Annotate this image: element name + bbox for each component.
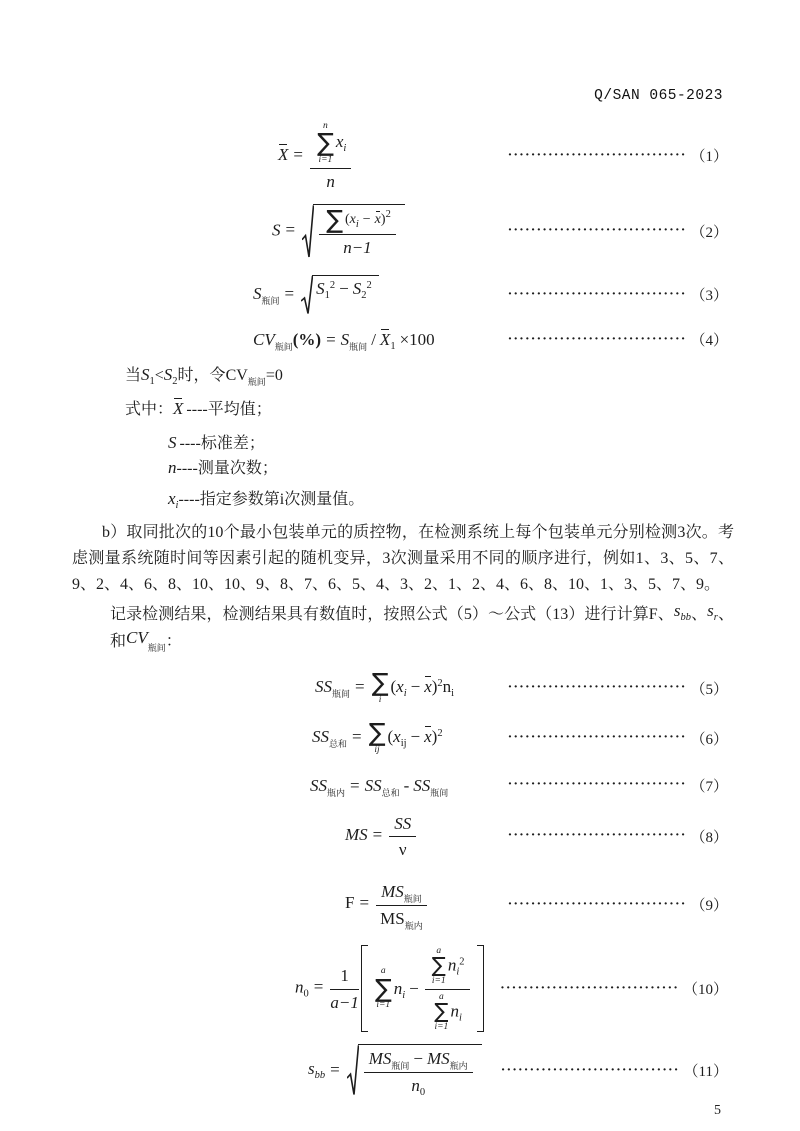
numerator (364, 1047, 473, 1072)
divide-slash: / (371, 329, 376, 349)
subscript-i: i (403, 688, 407, 700)
sigma-icon: ∑ (368, 718, 386, 748)
where-line (125, 398, 800, 421)
left-bracket-icon (361, 945, 368, 1033)
formula-6 (312, 718, 443, 756)
definition: 测量次数； (197, 460, 278, 478)
sum-upper-limit: a (380, 966, 386, 977)
dot-leader-4 (508, 329, 728, 350)
sum-operator (326, 204, 343, 234)
sum-lower-limit: ij (374, 745, 380, 756)
paren-close: ) (431, 727, 438, 747)
var-MS: MS (368, 1049, 392, 1069)
minus-sign: - (403, 775, 410, 795)
formula-4 (253, 329, 439, 350)
dot-leader-6 (508, 728, 728, 749)
equation-number-10: （10） (682, 982, 728, 999)
dot-leader-3 (508, 284, 728, 305)
var-xbar: X (173, 399, 184, 419)
var-xbar: X (379, 329, 391, 349)
var-S1: S (316, 278, 325, 298)
subscript-zonghe: 总和 (381, 787, 400, 798)
sum-operator (371, 668, 389, 705)
definition: 指定参数第i次测量值。 (199, 491, 365, 509)
var-F: F (345, 893, 355, 913)
numerator (425, 945, 470, 990)
minus-sign: − (410, 677, 421, 697)
formula-11 (308, 1044, 484, 1097)
percent-label: (%) (292, 329, 322, 349)
formula-row-5 (0, 668, 800, 705)
radicand (313, 204, 405, 259)
var-MS: MS (345, 824, 368, 844)
subscript-pingnei: 瓶内 (449, 1061, 468, 1072)
equals-sign: = (284, 283, 295, 303)
equation-number-11: （11） (683, 1064, 728, 1081)
leader-dots: ······························· (500, 1062, 680, 1078)
equation-number-3: （3） (690, 288, 728, 305)
var-n: n (447, 955, 457, 975)
leader-dots: ······························· (507, 286, 687, 302)
paren-open: ( (344, 211, 350, 227)
paragraph-b: b）取同批次的10个最小包装单元的质控物，在检测系统上每个包装单元分别检测3次。考虑测量系统随时间等因素引起的随机变异，3次测量采用不同的顺序进行，例如1、3、5、7、9、2、4、6、8、10、10、9、8、7、6、5、4、3、2、1、2、4、6、8、10、1、3、5、7、9。 (72, 524, 734, 594)
formula-9 (345, 880, 429, 929)
var-S1: S (141, 365, 150, 385)
sum-lower-limit: i=1 (434, 1021, 449, 1032)
denominator (376, 906, 427, 929)
equation-number-6: （6） (690, 731, 728, 748)
superscript-2: 2 (329, 279, 336, 291)
var-sr: s (707, 601, 714, 621)
paren-open: ( (387, 727, 394, 747)
denominator (364, 1073, 473, 1096)
formula-7 (310, 775, 448, 796)
numerator (376, 880, 427, 905)
var-MS: MS (381, 882, 404, 902)
dot-leader-9 (508, 894, 728, 915)
equals-sign: = (285, 220, 296, 240)
subscript-i: i (175, 500, 179, 512)
subscript-1: 1 (149, 376, 155, 388)
subscript-i: i (402, 989, 406, 1001)
sigma-icon: ∑ (326, 204, 343, 234)
var-CV: CV (126, 628, 148, 648)
square-root (301, 275, 379, 315)
sigma-icon: ∑ (371, 668, 389, 698)
var-MS: MS (380, 908, 405, 928)
var-S: S (253, 283, 262, 303)
sum-upper-limit: a (436, 945, 442, 956)
sum-upper-limit: n (323, 121, 328, 131)
dot-leader-11 (501, 1060, 728, 1081)
text: 当 (125, 367, 142, 385)
superscript-2: 2 (459, 956, 465, 968)
sum-operator (375, 966, 392, 1011)
dot-leader-5 (508, 678, 728, 699)
definition-s (168, 432, 800, 455)
term-ni (394, 978, 405, 999)
denominator: ν (398, 840, 407, 859)
var-n: n (168, 458, 177, 478)
equals-sign: = (330, 1059, 340, 1079)
dashes: ---- (186, 401, 208, 419)
sigma-icon: ∑ (434, 999, 449, 1023)
where-label: 式中： (125, 401, 174, 419)
equation-number-9: （9） (690, 898, 728, 914)
var-S: S (340, 329, 350, 349)
var-MS: MS (427, 1049, 450, 1069)
fraction (364, 1047, 473, 1096)
leader-dots: ······························· (507, 680, 687, 696)
formula-2 (272, 204, 407, 259)
formula-row-3 (0, 275, 800, 315)
superscript-2: 2 (366, 279, 372, 291)
equals-sign: = (293, 144, 303, 164)
subscript-pingnei: 瓶内 (327, 787, 346, 798)
formula-row-2 (0, 204, 800, 259)
subscript-bb: bb (314, 1070, 326, 1082)
var-CV: CV (225, 367, 248, 385)
var-xbar: X (278, 144, 289, 164)
inner-fraction (425, 945, 470, 1033)
var-CV: CV (253, 329, 275, 349)
leader-dots: ······························· (507, 896, 687, 912)
subscript-i: i (355, 218, 359, 230)
definition: 标准差； (200, 435, 265, 453)
subscript-2: 2 (172, 376, 178, 388)
subscript-2: 2 (361, 289, 367, 301)
condition-line (125, 364, 800, 387)
var-S2: S (352, 278, 362, 298)
subscript-i: i (458, 1011, 462, 1023)
formula-10 (295, 945, 484, 1033)
fraction (389, 812, 416, 861)
var-SS: SS (312, 727, 329, 747)
fraction (330, 964, 358, 1013)
leader-dots: ······························· (507, 331, 687, 347)
numerator: 1 (330, 964, 358, 989)
var-xi: x (168, 489, 176, 509)
text: 记录检测结果，检测结果具有数值时，按照公式（5）～公式（13）进行计算F、 (110, 606, 674, 624)
equals-sign: = (326, 329, 336, 349)
fraction (376, 880, 427, 929)
bracket-group (361, 945, 484, 1033)
equals-sign: = (352, 727, 362, 747)
leader-dots: ······························· (507, 828, 687, 843)
subscript-0: 0 (303, 988, 309, 1000)
var-n: n (393, 978, 403, 998)
equals-sign: = (355, 677, 365, 697)
subscript-i: i (456, 966, 460, 978)
numerator (319, 204, 396, 235)
var-n0: n (295, 977, 304, 997)
dashes: ---- (178, 491, 200, 509)
less-than: < (154, 367, 164, 385)
subscript-1: 1 (324, 289, 330, 301)
sum-lower-limit: i=1 (376, 1000, 391, 1011)
subscript-r: r (713, 612, 718, 624)
sum-upper-limit: a (439, 991, 444, 1002)
subscript-pingjian: 瓶间 (247, 377, 266, 388)
formula-row-9 (0, 880, 800, 929)
var-xbar: x (374, 211, 381, 227)
subscript-bb: bb (680, 612, 691, 624)
sigma-icon: ∑ (431, 953, 446, 978)
fraction (319, 204, 396, 258)
denominator (425, 990, 470, 1033)
var-sbb: s (308, 1059, 315, 1079)
text: =0 (265, 367, 283, 385)
paren-close: ) (431, 677, 438, 697)
superscript-2: 2 (385, 208, 391, 220)
var-x: x (349, 211, 356, 227)
var-S: S (272, 220, 281, 240)
minus-sign: − (339, 278, 349, 298)
page-number: 5 (714, 1103, 721, 1118)
var-S2: S (163, 365, 173, 385)
subscript-pingjian: 瓶间 (261, 295, 280, 306)
leader-dots: ······························· (507, 147, 687, 163)
var-xbar: x (424, 727, 432, 747)
subscript-i: i (451, 688, 455, 700)
var-x: x (335, 132, 344, 152)
superscript-2: 2 (437, 728, 443, 740)
subscript-pingjian: 瓶间 (332, 689, 351, 700)
var-S: S (168, 433, 177, 453)
radicand (312, 275, 379, 315)
denominator: n (326, 171, 335, 191)
definition-n (168, 457, 800, 480)
formula-row-8 (0, 812, 800, 861)
equation-number-2: （2） (690, 224, 728, 241)
formula-row-11 (0, 1044, 800, 1097)
var-SS: SS (364, 775, 382, 795)
leader-dots: ······························· (500, 980, 679, 996)
sum-operator (368, 718, 386, 756)
formula-1 (278, 120, 353, 192)
var-x: x (393, 727, 401, 747)
numerator (310, 120, 351, 169)
subscript-pingjian: 瓶间 (349, 341, 368, 352)
subscript-0: 0 (419, 1086, 426, 1098)
subscript-zonghe: 总和 (329, 739, 348, 750)
subscript-pingjian: 瓶间 (403, 894, 422, 905)
sum-operator (434, 992, 448, 1033)
square-root (302, 204, 405, 259)
sum-lower-limit: i (378, 694, 382, 705)
sum-lower-limit: i=1 (318, 155, 333, 166)
paren-close: ) (380, 211, 386, 227)
leader-dots: ······························· (507, 730, 687, 746)
dashes: ---- (179, 435, 201, 453)
var-n: n (450, 1000, 459, 1020)
dashes: ---- (176, 460, 198, 478)
denominator: a−1 (330, 992, 359, 1012)
formula-row-7 (0, 775, 800, 796)
paren-open: ( (390, 677, 397, 697)
equation-number-8: （8） (690, 829, 728, 846)
sum-operator (317, 121, 334, 166)
colon: ： (165, 633, 182, 651)
formula-row-10 (0, 945, 800, 1033)
subscript-pingjian: 瓶间 (147, 643, 166, 654)
var-x: x (396, 677, 404, 697)
fraction (310, 120, 351, 192)
formula-3 (253, 275, 381, 315)
sigma-icon: ∑ (374, 973, 392, 1003)
separator: 、 (691, 606, 708, 624)
equals-sign: = (359, 893, 370, 913)
var-n: n (411, 1075, 420, 1095)
subscript-pingjian: 瓶间 (274, 341, 293, 352)
dot-leader-10 (500, 978, 728, 999)
var-SS: SS (310, 775, 327, 795)
var-sbb: s (673, 601, 681, 621)
leader-dots: ······························· (507, 223, 687, 239)
minus-sign: − (362, 211, 371, 227)
minus-sign: − (410, 727, 421, 747)
sum-lower-limit: i=1 (431, 976, 446, 987)
definition-xi (168, 488, 800, 511)
radicand (358, 1044, 482, 1097)
dot-leader-1 (508, 145, 728, 166)
subscript-pingjian: 瓶间 (391, 1061, 410, 1072)
equation-number-1: （1） (690, 149, 728, 166)
equals-sign: = (372, 824, 383, 844)
superscript-2: 2 (437, 678, 443, 690)
leader-dots: ······························· (507, 777, 687, 793)
dot-leader-7 (508, 775, 728, 796)
subscript-1: 1 (390, 340, 396, 352)
formula-8 (345, 812, 418, 861)
equation-number-5: （5） (690, 681, 728, 698)
minus-sign: − (413, 1049, 423, 1069)
square-root (347, 1044, 482, 1097)
equation-number-4: （4） (690, 333, 728, 349)
sum-operator (432, 946, 446, 987)
equals-sign: = (313, 977, 324, 997)
var-SS: SS (315, 677, 332, 697)
subscript-i: i (343, 143, 347, 155)
denominator: n−1 (343, 237, 372, 257)
doc-number: Q/SAN 065-2023 (594, 88, 723, 104)
formula-5 (315, 668, 455, 705)
var-xbar: x (424, 677, 432, 697)
subscript-pingjian: 瓶间 (430, 787, 449, 798)
formula-row-4 (0, 329, 800, 350)
sigma-icon: ∑ (316, 128, 334, 158)
right-bracket-icon (477, 945, 484, 1033)
dot-leader-2 (508, 221, 728, 242)
var-n: n (442, 677, 452, 697)
text: 时，令 (177, 367, 226, 385)
times-100: ×100 (399, 329, 435, 349)
separator: 、和 (110, 606, 734, 651)
numerator: SS (389, 812, 416, 837)
equation-number-7: （7） (690, 778, 728, 795)
minus-sign: − (409, 978, 419, 998)
subscript-pingnei: 瓶内 (404, 920, 423, 931)
definition: 平均值； (207, 401, 272, 419)
paragraph-c (110, 601, 734, 655)
equals-sign: = (350, 775, 360, 795)
formula-row-1 (0, 120, 800, 192)
dot-leader-8 (508, 826, 728, 847)
subscript-ij: ij (400, 738, 407, 750)
formula-row-6 (0, 718, 800, 756)
var-SS: SS (413, 775, 431, 795)
